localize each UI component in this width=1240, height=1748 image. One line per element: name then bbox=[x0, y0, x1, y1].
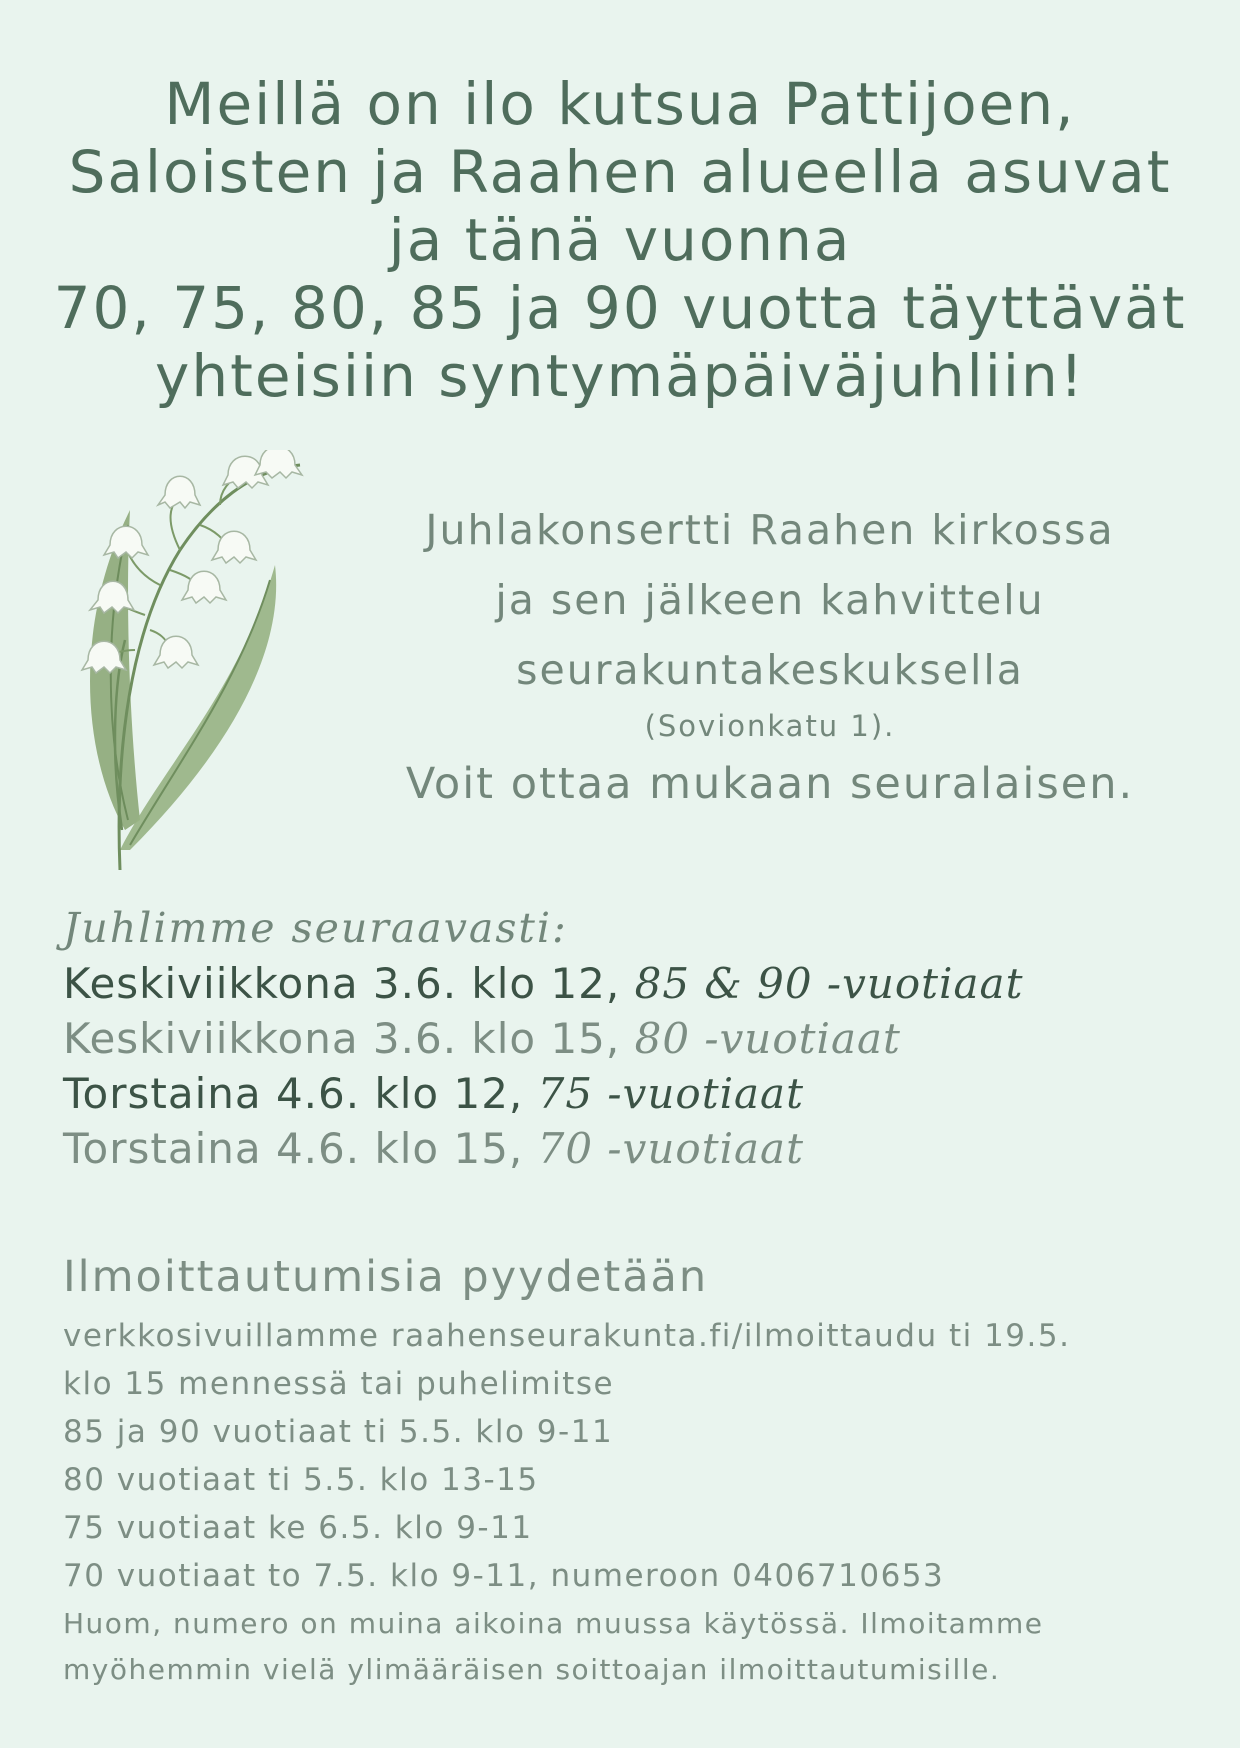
schedule-when: Torstaina 4.6. klo 12, bbox=[63, 1069, 524, 1118]
schedule-when: Torstaina 4.6. klo 15, bbox=[63, 1124, 524, 1173]
registration bbox=[63, 1248, 1213, 1692]
concert-companion: Voit ottaa mukaan seuralaisen. bbox=[405, 759, 1135, 809]
registration-title: Ilmoittautumisia pyydetään bbox=[63, 1252, 709, 1302]
concert-info bbox=[370, 495, 1170, 821]
schedule bbox=[63, 900, 1203, 1176]
concert-line: Juhlakonsertti Raahen kirkossa bbox=[425, 506, 1115, 554]
schedule-ages: 80 -vuotiaat bbox=[634, 1014, 901, 1063]
registration-line: 70 vuotiaat to 7.5. klo 9-11, numeroon 0406710653 bbox=[63, 1558, 945, 1594]
schedule-when: Keskiviikkona 3.6. klo 12, bbox=[63, 959, 621, 1008]
schedule-ages: 70 -vuotiaat bbox=[537, 1124, 804, 1173]
registration-line: 75 vuotiaat ke 6.5. klo 9-11 bbox=[63, 1510, 533, 1546]
lily-of-the-valley-icon bbox=[70, 450, 350, 880]
heading-line: yhteisiin syntymäpäiväjuhliin! bbox=[155, 342, 1085, 410]
schedule-row bbox=[63, 956, 1203, 1011]
schedule-ages: 75 -vuotiaat bbox=[537, 1069, 804, 1118]
registration-line: 80 vuotiaat ti 5.5. klo 13-15 bbox=[63, 1462, 539, 1498]
concert-line: seurakuntakeskuksella bbox=[516, 646, 1024, 694]
schedule-ages: 85 & 90 -vuotiaat bbox=[634, 959, 1024, 1008]
registration-line: 85 ja 90 vuotiaat ti 5.5. klo 9-11 bbox=[63, 1414, 614, 1450]
registration-note: myöhemmin vielä ylimääräisen soittoajan ilmoittautumisille. bbox=[63, 1653, 1001, 1686]
registration-line: verkkosivuillamme raahenseurakunta.fi/ilmoittaudu ti 19.5. bbox=[63, 1318, 1071, 1354]
heading-line: 70, 75, 80, 85 ja 90 vuotta täyttävät bbox=[53, 274, 1187, 342]
heading-line: ja tänä vuonna bbox=[388, 206, 852, 274]
heading-line: Meillä on ilo kutsua Pattijoen, bbox=[164, 70, 1076, 138]
registration-note: Huom, numero on muina aikoina muussa käytössä. Ilmoitamme bbox=[63, 1607, 1044, 1640]
concert-line: ja sen jälkeen kahvittelu bbox=[495, 576, 1045, 624]
schedule-title: Juhlimme seuraavasti: bbox=[63, 904, 568, 952]
schedule-row bbox=[63, 1121, 1203, 1176]
invitation-heading bbox=[40, 70, 1200, 410]
schedule-row bbox=[63, 1066, 1203, 1121]
heading-line: Saloisten ja Raahen alueella asuvat bbox=[68, 138, 1172, 206]
registration-line: klo 15 mennessä tai puhelimitse bbox=[63, 1366, 615, 1402]
concert-address: (Sovionkatu 1). bbox=[644, 709, 896, 743]
schedule-when: Keskiviikkona 3.6. klo 15, bbox=[63, 1014, 621, 1063]
schedule-row bbox=[63, 1011, 1203, 1066]
